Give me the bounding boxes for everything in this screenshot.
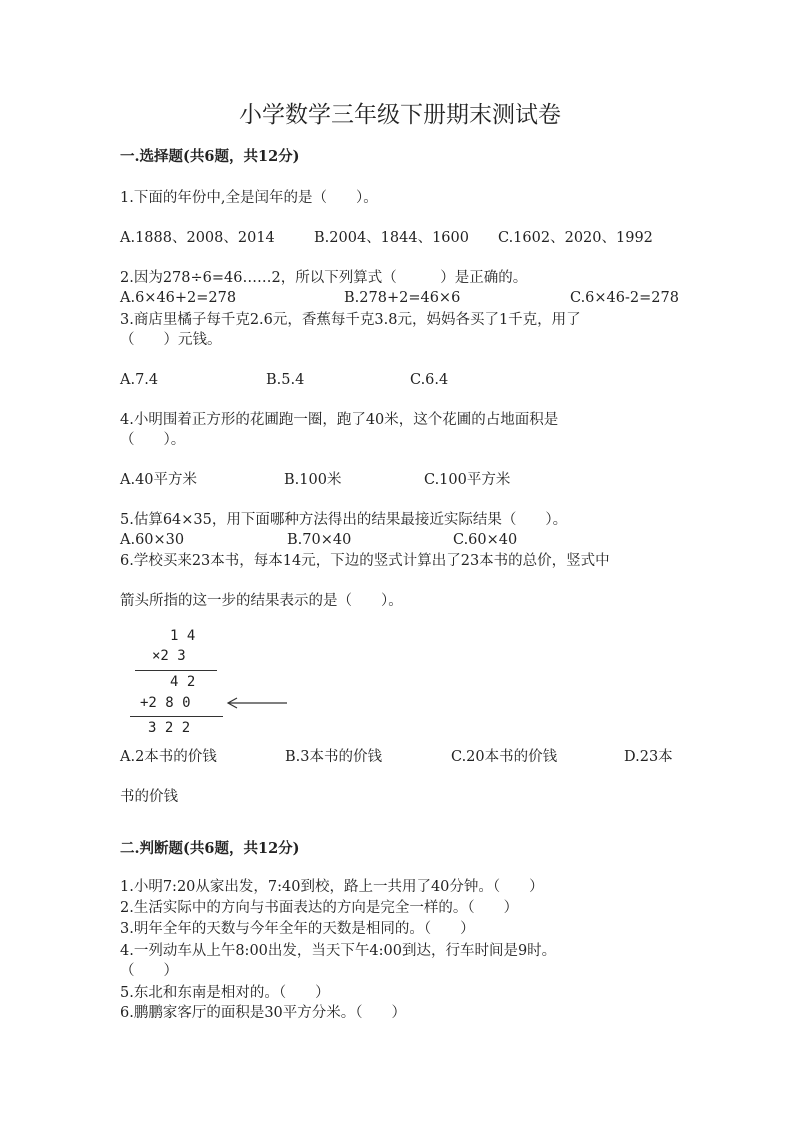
- q1-option-a: A.1888、2008、2014: [120, 230, 275, 246]
- calc-row-result: 3 2 2: [148, 720, 191, 736]
- calc-row-multiplier: ×2 3: [152, 648, 186, 664]
- q4-option-a: A.40平方米: [120, 472, 198, 488]
- calc-row-partial-2: +2 8 0: [140, 695, 191, 711]
- q3-stem-line1: 3.商店里橘子每千克2.6元，香蕉每千克3.8元，妈妈各买了1千克，用了: [120, 312, 581, 328]
- judge-item-2: 2.生活实际中的方向与书面表达的方向是完全一样的。（ ）: [120, 900, 519, 916]
- q1-option-b: B.2004、1844、1600: [314, 230, 469, 246]
- calc-row-partial-1: 4 2: [170, 674, 196, 690]
- judge-item-3: 3.明年全年的天数与今年全年的天数是相同的。（ ）: [120, 921, 475, 937]
- section2-heading: 二.判断题(共6题，共12分): [120, 840, 300, 857]
- q2-stem: 2.因为278÷6=46……2，所以下列算式（ ）是正确的。: [120, 270, 528, 286]
- arrow-left-icon: [225, 696, 289, 710]
- q4-option-b: B.100米: [284, 472, 342, 488]
- q6-option-a: A.2本书的价钱: [120, 749, 217, 765]
- q5-option-a: A.60×30: [120, 532, 185, 548]
- q4-stem-line2: （ ）。: [120, 432, 186, 448]
- q6-stem-line2: 箭头所指的这一步的结果表示的是（ ）。: [120, 593, 403, 609]
- judge-item-5: 5.东北和东南是相对的。（ ）: [120, 985, 330, 1001]
- q6-option-d: D.23本: [624, 749, 673, 765]
- calc-row-multiplicand: 1 4: [170, 628, 196, 644]
- page-title: 小学数学三年级下册期末测试卷: [239, 102, 561, 128]
- q6-option-c: C.20本书的价钱: [451, 749, 558, 765]
- q3-stem-line2: （ ）元钱。: [120, 332, 222, 348]
- q6-stem-line1: 6.学校买来23本书，每本14元，下边的竖式计算出了23本书的总价，竖式中: [120, 553, 610, 569]
- q3-option-a: A.7.4: [120, 372, 159, 388]
- q4-stem-line1: 4.小明围着正方形的花圃跑一圈，跑了40米，这个花圃的占地面积是: [120, 412, 559, 428]
- q2-option-b: B.278+2=46×6: [344, 290, 461, 306]
- q5-option-b: B.70×40: [287, 532, 352, 548]
- section1-heading: 一.选择题(共6题，共12分): [120, 148, 300, 165]
- q6-option-d-continued: 书的价钱: [120, 789, 178, 805]
- judge-item-6: 6.鹏鹏家客厅的面积是30平方分米。（ ）: [120, 1005, 407, 1021]
- calc-rule-2: [130, 716, 223, 717]
- judge-item-4: 4.一列动车从上午8:00出发，当天下午4:00到达，行车时间是9时。: [120, 943, 557, 959]
- q3-option-c: C.6.4: [410, 372, 449, 388]
- calc-rule-1: [135, 670, 217, 671]
- judge-item-1: 1.小明7:20从家出发，7:40到校，路上一共用了40分钟。（ ）: [120, 879, 544, 895]
- q2-option-a: A.6×46+2=278: [120, 290, 237, 306]
- judge-item-4-blank: （ ）: [120, 963, 178, 979]
- q5-option-c: C.60×40: [453, 532, 518, 548]
- q5-stem: 5.估算64×35，用下面哪种方法得出的结果最接近实际结果（ ）。: [120, 512, 568, 528]
- q2-option-c: C.6×46-2=278: [570, 290, 679, 306]
- q1-option-c: C.1602、2020、1992: [498, 230, 653, 246]
- q3-option-b: B.5.4: [266, 372, 305, 388]
- q6-option-b: B.3本书的价钱: [285, 749, 382, 765]
- q4-option-c: C.100平方米: [424, 472, 511, 488]
- q1-stem: 1.下面的年份中,全是闰年的是（ ）。: [120, 190, 378, 206]
